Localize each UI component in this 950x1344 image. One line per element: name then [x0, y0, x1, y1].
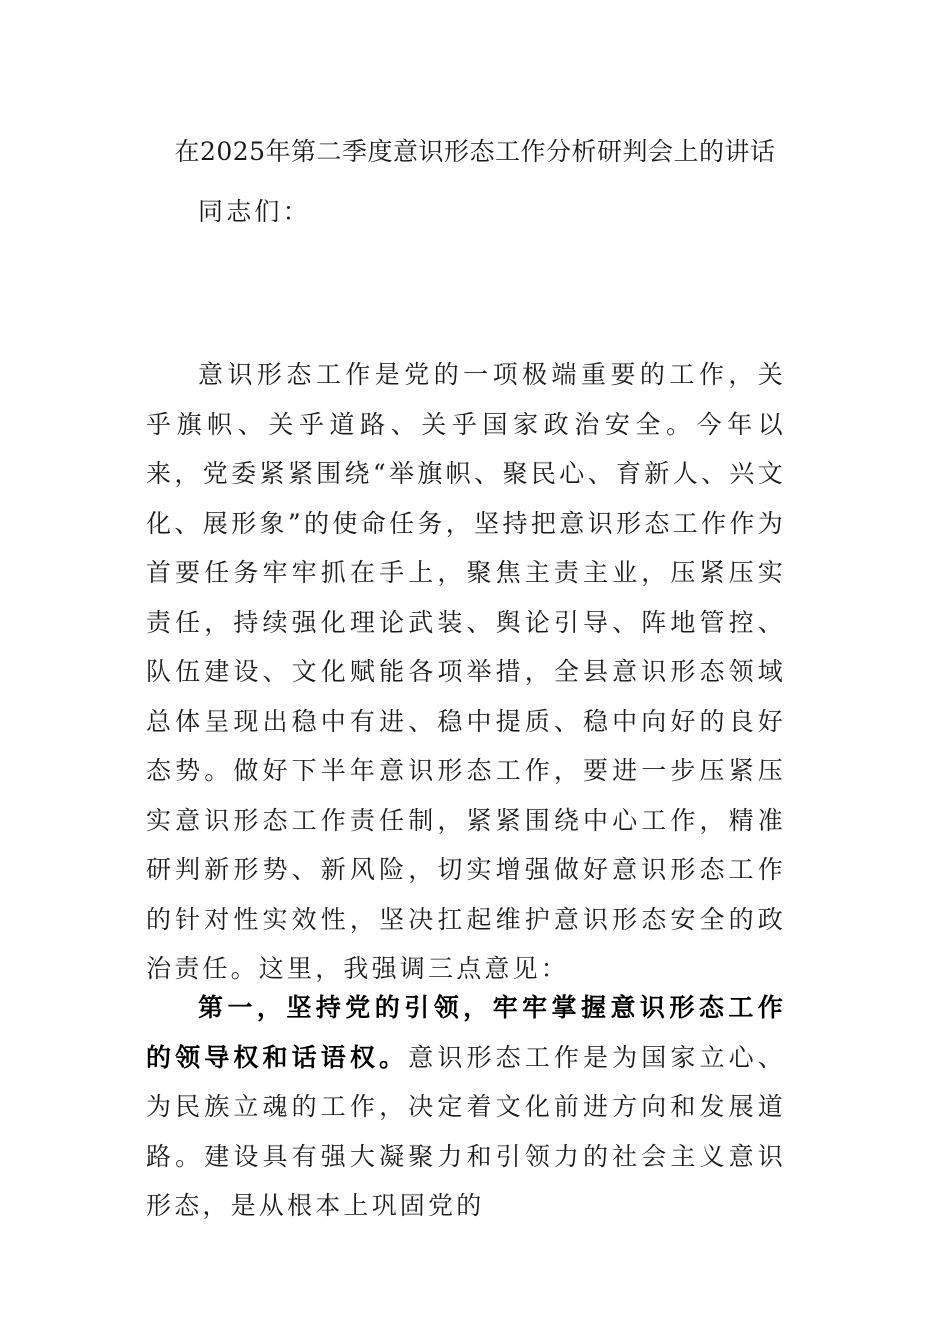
point-one-heading: 第一，坚持党的引领，牢牢掌握意识形态工作的领导权和话语权。 — [146, 993, 786, 1072]
document-title: 在2025年第二季度意识形态工作分析研判会上的讲话 — [174, 137, 776, 166]
paragraph-point-one — [146, 983, 786, 1231]
paragraph-intro: 意识形态工作是党的一项极端重要的工作，关乎旗帜、关乎道路、关乎国家政治安全。今年以来，党委紧紧围绕“举旗帜、聚民心、育新人、兴文化、展形象”的使命任务，坚持把意识形态工作作为首要任务牢牢抓在手上，聚焦主责主业，压紧压实责任，持续强化理论武装、舆论引导、阵地管控、队伍建设、文化赋能各项举措，全县意识形态领域总体呈现出稳中有进、稳中提质、稳中向好的良好态势。做好下半年意识形态工作，要进一步压紧压实意识形态工作责任制，紧紧围绕中心工作，精准研判新形势、新风险，切实增强做好意识形态工作的针对性实效性，坚决扛起维护意识形态安全的政治责任。这里，我强调三点意见： — [146, 360, 786, 983]
point-one-body: 意识形态工作是为国家立心、为民族立魂的工作，决定着文化前进方向和发展道路。建设具有强大凝聚力和引领力的社会主义意识形态，是从根本上巩固党的 — [146, 1042, 786, 1220]
greeting: 同志们： — [198, 197, 311, 226]
